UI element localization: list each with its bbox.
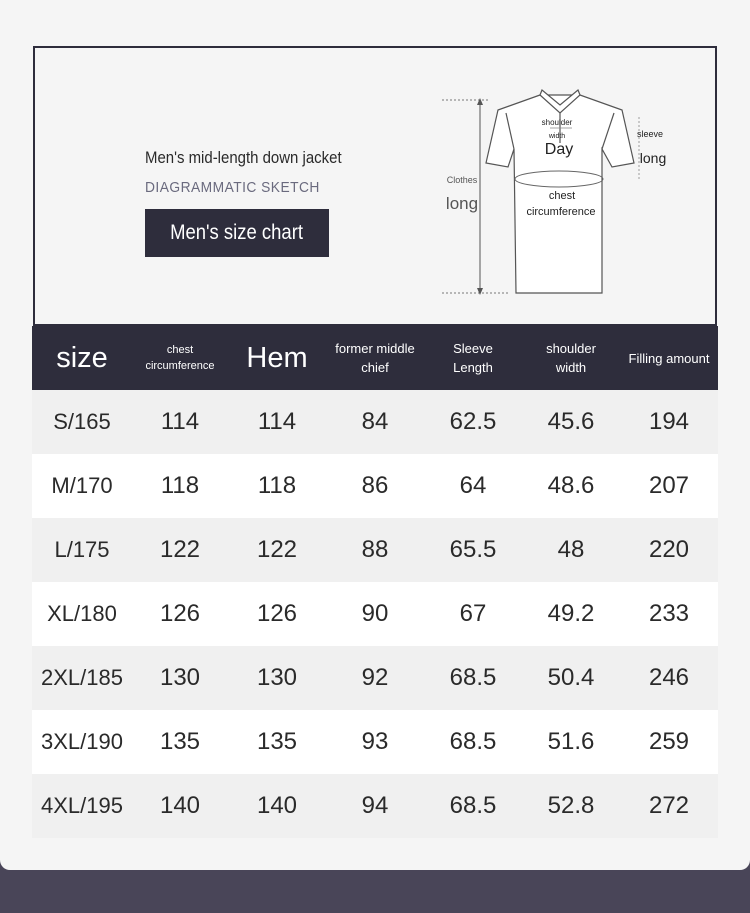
header-text: Sleeve (453, 341, 493, 356)
value-cell: 68.5 (424, 710, 522, 774)
chest-label: chest (548, 190, 576, 202)
value-cell: 50.4 (522, 646, 620, 710)
table-header-row (32, 326, 718, 390)
header-text: chest (166, 344, 194, 356)
table-row (32, 646, 718, 710)
column-header-chest-circumference (132, 326, 228, 390)
clothes-long-label: long (445, 194, 479, 213)
value-cell: 140 (228, 774, 326, 838)
value-cell: 49.2 (522, 582, 620, 646)
diagram-header-box (33, 46, 717, 326)
value-cell: 126 (228, 582, 326, 646)
value-cell: 114 (228, 390, 326, 454)
value-cell: 92 (326, 646, 424, 710)
value-cell: 88 (326, 518, 424, 582)
value-cell: 135 (228, 710, 326, 774)
size-cell: 3XL/190 (32, 710, 132, 774)
value-cell: 94 (326, 774, 424, 838)
circumference-label: circumference (526, 206, 596, 218)
value-cell: 68.5 (424, 774, 522, 838)
value-cell: 84 (326, 390, 424, 454)
value-cell: 246 (620, 646, 718, 710)
column-header-former-middle-chief (326, 326, 424, 390)
size-chart-label (145, 209, 329, 257)
value-cell: 51.6 (522, 710, 620, 774)
product-title: Men's mid-length down jacket (145, 148, 342, 167)
value-cell: 259 (620, 710, 718, 774)
value-cell: 122 (228, 518, 326, 582)
size-cell: 2XL/185 (32, 646, 132, 710)
column-header-hem: Hem (228, 326, 326, 390)
size-cell: L/175 (32, 518, 132, 582)
clothes-label: Clothes (446, 175, 478, 185)
value-cell: 93 (326, 710, 424, 774)
value-cell: 67 (424, 582, 522, 646)
width-label: width (548, 133, 566, 140)
column-header-sleeve-length (424, 326, 522, 390)
value-cell: 126 (132, 582, 228, 646)
column-header-shoulder-width (522, 326, 620, 390)
header-text: width (555, 360, 587, 375)
value-cell: 130 (228, 646, 326, 710)
header-text: Length (453, 360, 493, 375)
value-cell: 48.6 (522, 454, 620, 518)
value-cell: 130 (132, 646, 228, 710)
value-cell: 118 (228, 454, 326, 518)
value-cell: 135 (132, 710, 228, 774)
column-header-size: size (32, 326, 132, 390)
size-table (32, 326, 718, 838)
value-cell: 272 (620, 774, 718, 838)
sleeve-label: sleeve (636, 129, 664, 139)
value-cell: 65.5 (424, 518, 522, 582)
value-cell: 118 (132, 454, 228, 518)
table-row (32, 518, 718, 582)
shirt-sketch (440, 83, 710, 303)
value-cell: 233 (620, 582, 718, 646)
value-cell: 220 (620, 518, 718, 582)
value-cell: 68.5 (424, 646, 522, 710)
size-cell: M/170 (32, 454, 132, 518)
value-cell: 64 (424, 454, 522, 518)
sleeve-long-label: long (639, 150, 667, 166)
value-cell: 140 (132, 774, 228, 838)
table-body (32, 390, 718, 838)
header-text: circumference (145, 360, 215, 372)
value-cell: 122 (132, 518, 228, 582)
shoulder-label: shoulder (541, 118, 573, 127)
value-cell: 62.5 (424, 390, 522, 454)
value-cell: 52.8 (522, 774, 620, 838)
column-header-filling-amount: Filling amount (620, 326, 718, 390)
table-row (32, 774, 718, 838)
header-text: chief (361, 360, 389, 375)
value-cell: 48 (522, 518, 620, 582)
table-row (32, 390, 718, 454)
header-text: shoulder (546, 341, 596, 356)
table-row (32, 454, 718, 518)
value-cell: 207 (620, 454, 718, 518)
size-cell: S/165 (32, 390, 132, 454)
size-chart-label-text: Men's size chart (170, 221, 304, 244)
size-cell: 4XL/195 (32, 774, 132, 838)
value-cell: 194 (620, 390, 718, 454)
day-label: Day (544, 141, 574, 158)
table-row (32, 582, 718, 646)
value-cell: 86 (326, 454, 424, 518)
size-cell: XL/180 (32, 582, 132, 646)
value-cell: 114 (132, 390, 228, 454)
header-text: former middle (335, 341, 415, 356)
value-cell: 45.6 (522, 390, 620, 454)
table-row (32, 710, 718, 774)
value-cell: 90 (326, 582, 424, 646)
diagram-subtitle: DIAGRAMMATIC SKETCH (145, 179, 320, 196)
